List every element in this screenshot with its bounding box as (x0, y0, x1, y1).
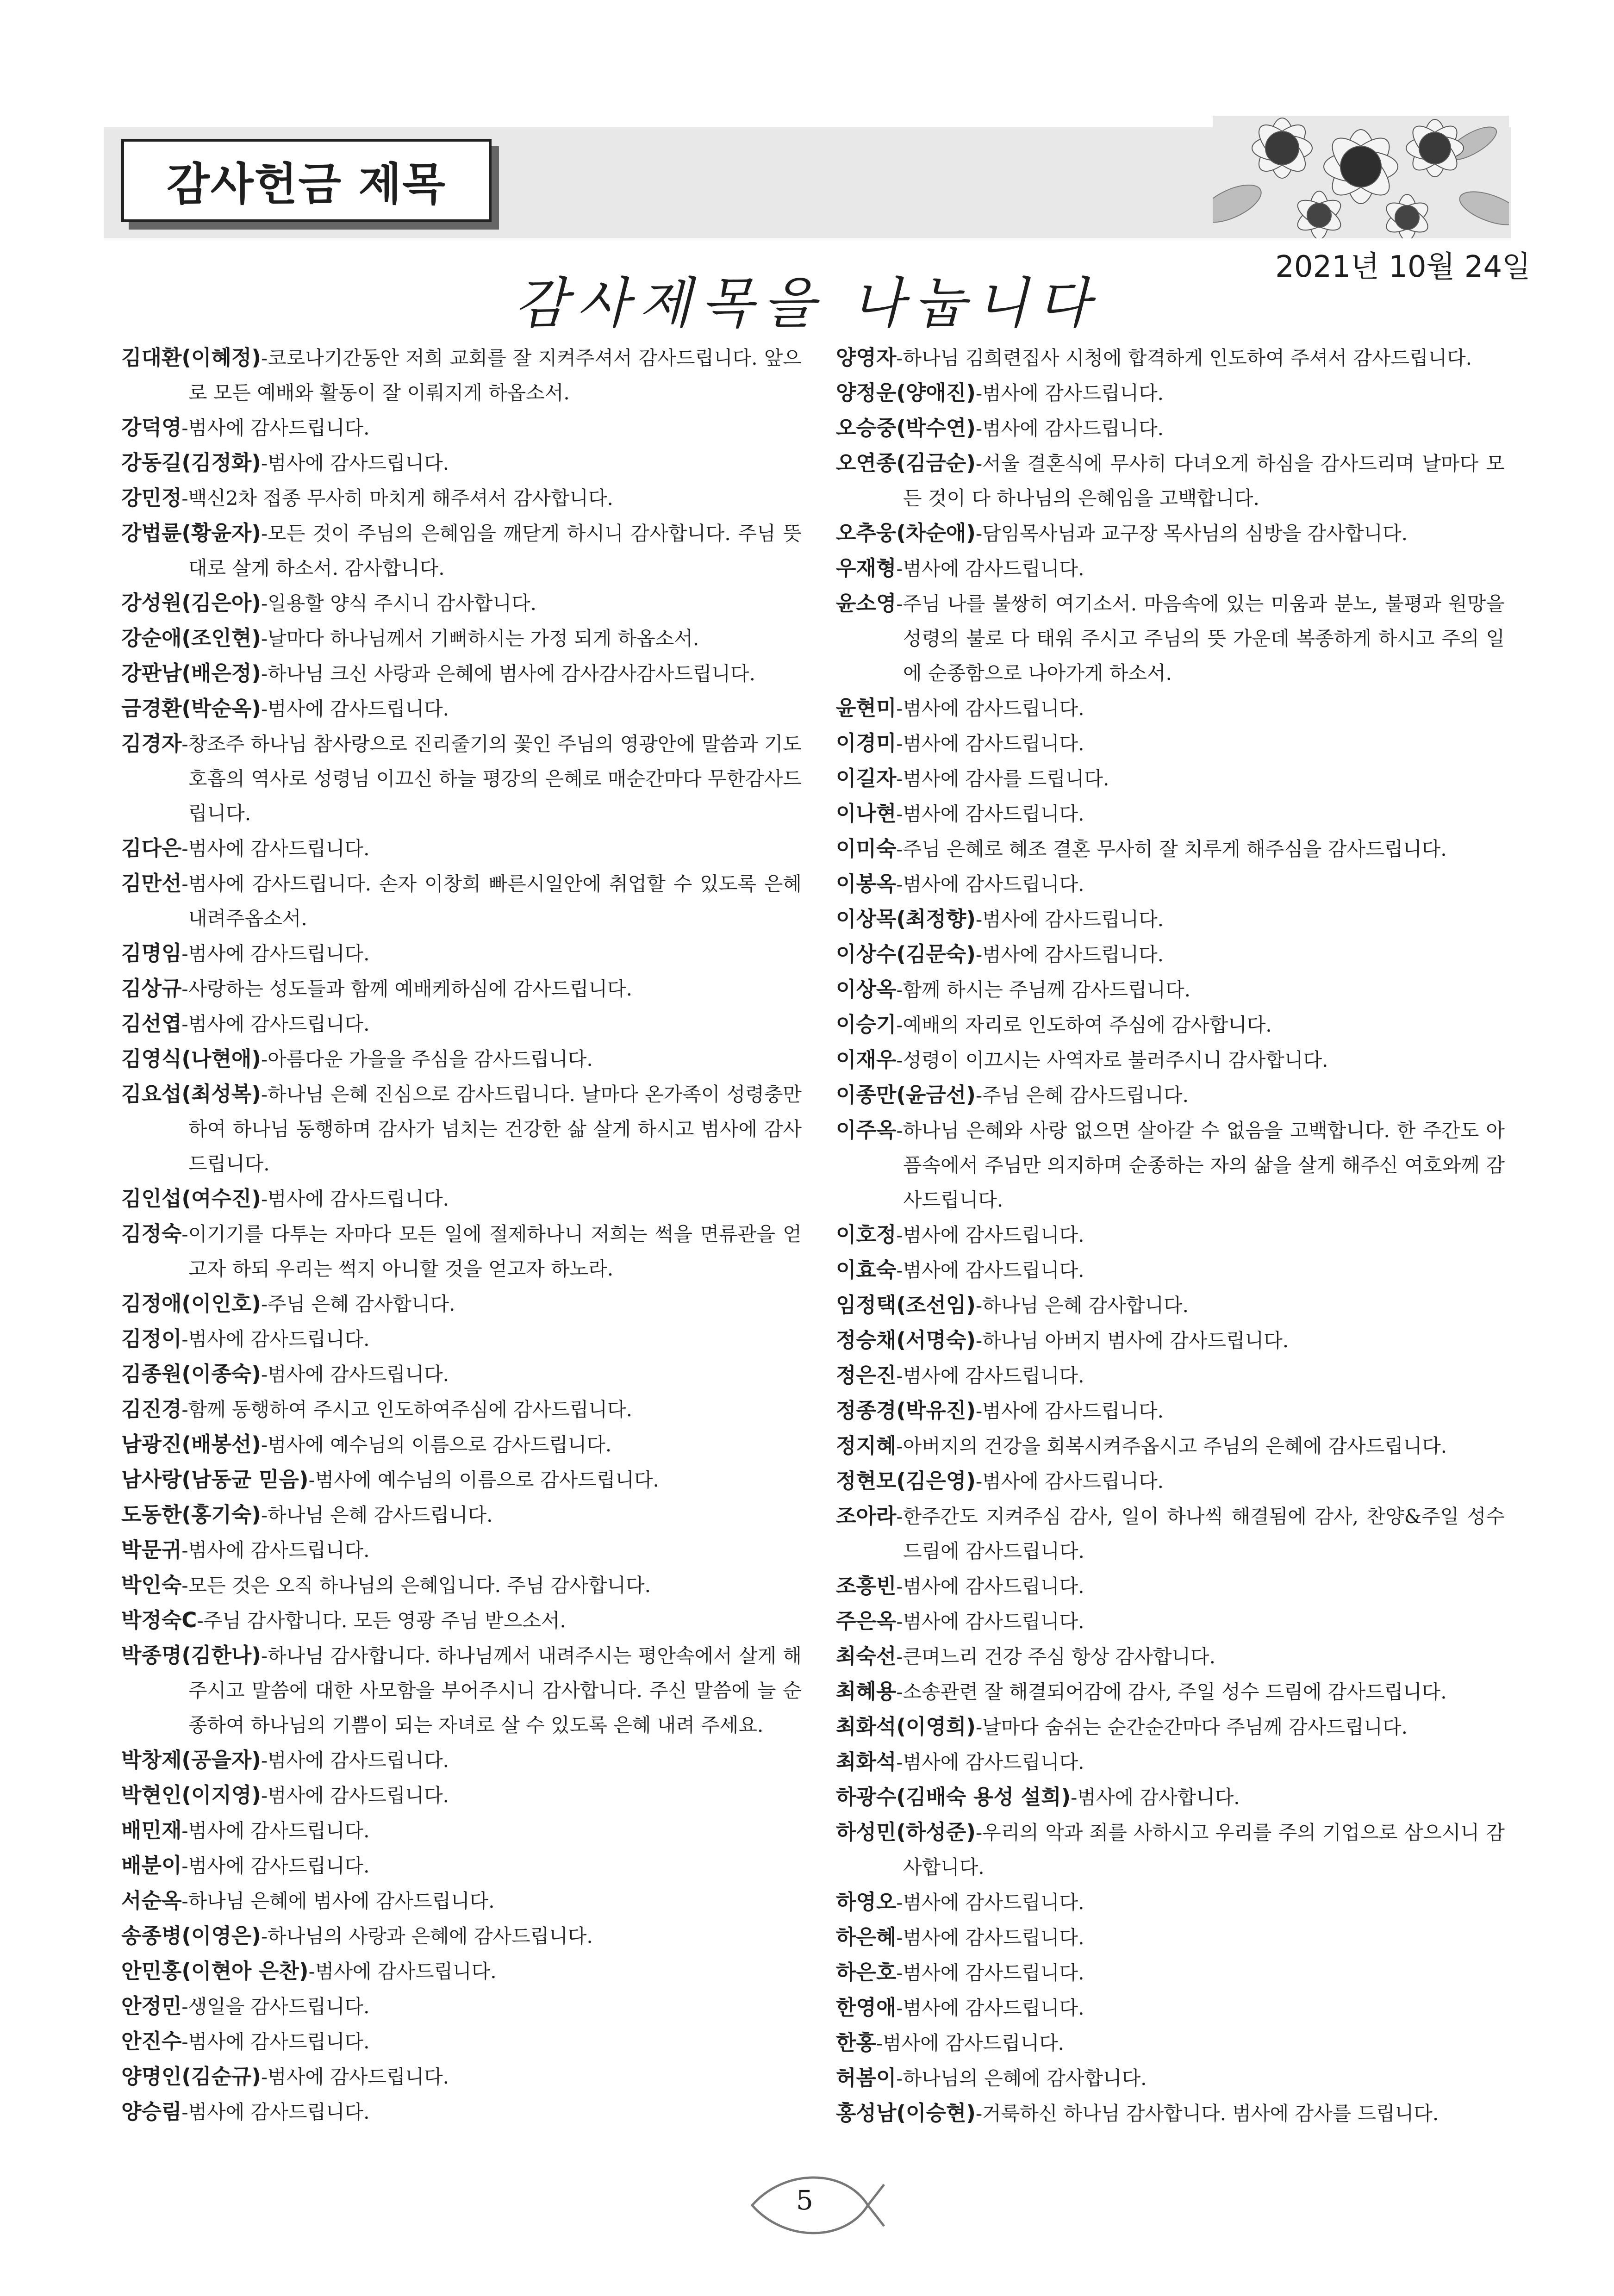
entry-text: -범사에 감사드립니다. (261, 1363, 449, 1386)
entry-text: -범사에 감사드립니다. (896, 1891, 1084, 1914)
thanks-entry (836, 1288, 1505, 1323)
entry-name: 강판남(배은정) (121, 661, 261, 685)
entry-text: -생일을 감사드립니다. (181, 1995, 370, 2018)
thanks-entry (836, 2025, 1505, 2060)
thanks-entry (121, 726, 802, 831)
entry-text: -주님 감사합니다. 모든 영광 주님 받으소서. (197, 1609, 566, 1632)
entry-name: 김인섭(여수진) (121, 1186, 261, 1211)
entry-name: 김경자 (121, 731, 182, 756)
entry-name: 정현모(김은영) (836, 1468, 976, 1493)
thanks-entry (836, 1920, 1505, 1955)
thanks-entry (121, 1181, 802, 1216)
entry-text: -범사에 감사드립니다. (896, 1961, 1084, 1984)
entry-name: 금경환(박순옥) (121, 696, 261, 721)
thanks-entry (836, 866, 1505, 902)
entry-name: 최숙선 (836, 1644, 897, 1668)
entry-name: 이길자 (836, 766, 897, 790)
entry-text: -한주간도 지켜주심 감사, 일이 하나씩 해결됨에 감사, 찬양&주일 성수 드림에 감사드립니다. (896, 1505, 1505, 1562)
thanks-entry (836, 761, 1505, 796)
entry-text: -주님 은혜 감사드립니다. (975, 1084, 1189, 1107)
entry-name: 배민재 (121, 1818, 182, 1842)
thanks-entry (836, 1113, 1505, 1217)
entry-text: -범사에 감사드립니다. (261, 1749, 449, 1772)
entry-name: 강법륜(황윤자) (121, 521, 261, 545)
thanks-entry (836, 1990, 1505, 2025)
thanks-entry (836, 411, 1505, 446)
thanks-entry (121, 691, 802, 726)
entry-name: 한홍 (836, 2030, 876, 2055)
entry-name: 김명임 (121, 941, 182, 965)
entry-text: -범사에 감사드립니다. (896, 697, 1084, 720)
entry-name: 송종병(이영은) (121, 1923, 261, 1948)
entry-name: 김정숙 (121, 1221, 182, 1246)
entry-name: 박현인(이지영) (121, 1783, 261, 1807)
entry-text: -성령이 이끄시는 사역자로 불러주시니 감사합니다. (896, 1049, 1328, 1071)
entry-text: -날마다 숨쉬는 순간순간마다 주님께 감사드립니다. (975, 1716, 1408, 1738)
entry-name: 양영자 (836, 345, 897, 370)
entry-text: -코로나기간동안 저희 교회를 잘 지켜주셔서 감사드립니다. 앞으로 모든 예배와 활동이 잘 이뤄지게 하옵소서. (188, 347, 802, 404)
thanks-entry (121, 1638, 802, 1742)
thanks-entry (836, 1568, 1505, 1604)
thanks-entry (836, 586, 1505, 691)
entry-text: -범사에 예수님의 이름으로 감사드립니다. (261, 1433, 612, 1456)
thanks-entry (121, 480, 802, 516)
entry-text: -하나님 은혜 진심으로 감사드립니다. 날마다 온가족이 성령충만하여 하나님 동행하며 감사가 넘치는 건강한 삶 살게 하시고 범사에 감사드립니다. (188, 1083, 802, 1175)
left-column (121, 340, 802, 2129)
thanks-entry (836, 340, 1505, 375)
thanks-entry (836, 1955, 1505, 1990)
thanks-entry (121, 1918, 802, 1954)
entry-text: -범사에 감사드립니다. (975, 1400, 1164, 1422)
entry-text: -우리의 악과 죄를 사하시고 우리를 주의 기업으로 삼으시니 감사합니다. (903, 1821, 1505, 1879)
thanks-entry (121, 1462, 802, 1497)
entry-text: -범사에 감사드립니다. (181, 837, 370, 860)
thanks-entry (836, 516, 1505, 551)
entry-text: -주님 나를 불쌍히 여기소서. 마음속에 있는 미움과 분노, 불평과 원망을 성령의 불로 다 태워 주시고 주님의 뜻 가운데 복종하게 하시고 주의 일에 순종함으로 나아가게 하소서. (896, 592, 1505, 684)
thanks-entry (836, 796, 1505, 831)
entry-name: 도동한(홍기숙) (121, 1502, 261, 1527)
thanks-entry (121, 1954, 802, 1989)
thanks-entry (121, 1427, 802, 1462)
thanks-entry (836, 375, 1505, 411)
entry-name: 김상규 (121, 976, 182, 1001)
thanks-entry (121, 1321, 802, 1356)
entry-name: 강순애(조인현) (121, 626, 261, 650)
thanks-entry (121, 2094, 802, 2129)
thanks-entry (121, 1392, 802, 1427)
entry-text: -큰며느리 건강 주심 항상 감사합니다. (896, 1645, 1215, 1668)
thanks-entry (121, 1742, 802, 1778)
entry-text: -일용할 양식 주시니 감사합니다. (261, 592, 536, 615)
entry-name: 홍성남(이승현) (836, 2101, 976, 2125)
entry-text: -범사에 감사드립니다. (896, 1610, 1084, 1633)
entry-name: 이재우 (836, 1047, 897, 1072)
entry-text: -범사에 감사드립니다. (975, 382, 1164, 404)
thanks-entry (836, 2096, 1505, 2131)
thanks-entry (121, 340, 802, 410)
entry-text: -범사에 감사드립니다. (181, 942, 370, 965)
entry-name: 최혜용 (836, 1679, 897, 1704)
thanks-entry (121, 445, 802, 480)
entry-text: -범사에 감사드립니다. (261, 452, 449, 474)
right-column (836, 340, 1505, 2131)
entry-name: 이주옥 (836, 1118, 897, 1142)
thanks-entry (121, 621, 802, 656)
entry-name: 이호정 (836, 1222, 897, 1247)
thanks-entry (836, 1217, 1505, 1252)
entry-text: -범사에 감사드립니다. (896, 557, 1084, 580)
thanks-entry (121, 656, 802, 691)
entry-text: -하나님 크신 사랑과 은혜에 범사에 감사감사감사드립니다. (261, 662, 755, 685)
thanks-entry (121, 2059, 802, 2094)
entry-text: -범사에 감사드립니다. (896, 1575, 1084, 1598)
thanks-entry (121, 1286, 802, 1321)
entry-text: -하나님 은혜에 범사에 감사드립니다. (181, 1890, 495, 1912)
entry-name: 오승중(박수연) (836, 416, 976, 440)
entry-name: 이상옥 (836, 977, 897, 1002)
bulletin-date: 2021년 10월 24일 (1275, 250, 1531, 284)
entry-text: -범사에 감사드립니다. (975, 1470, 1164, 1493)
entry-name: 조흥빈 (836, 1574, 897, 1598)
entry-name: 박인숙 (121, 1573, 182, 1597)
thanks-entry (836, 1709, 1505, 1744)
thanks-entry (836, 691, 1505, 726)
entry-name: 허봄이 (836, 2066, 897, 2090)
thanks-entry (121, 1041, 802, 1076)
entry-text: -하나님 은혜 감사합니다. (975, 1294, 1189, 1317)
entry-name: 김정애(이인호) (121, 1291, 261, 1316)
entry-name: 이종만(윤금선) (836, 1083, 976, 1107)
thanks-entry (121, 585, 802, 621)
entry-text: -범사에 감사드립니다. (308, 1960, 497, 1983)
entry-text: -창조주 하나님 참사랑으로 진리줄기의 꽃인 주님의 영광안에 말씀과 기도호흡의 역사로 성령님 이끄신 하늘 평강의 은혜로 매순간마다 무한감사드립니다. (181, 733, 802, 825)
entry-name: 김정이 (121, 1326, 182, 1351)
entry-name: 이상목(최정향) (836, 907, 976, 931)
entry-text: -주님 은혜 감사합니다. (261, 1293, 455, 1315)
entry-text: -범사에 감사드립니다. (896, 1926, 1084, 1949)
thanks-entry (836, 1042, 1505, 1077)
entry-name: 강덕영 (121, 415, 182, 440)
thanks-entry (836, 1604, 1505, 1639)
entry-text: -범사에 감사드립니다. (896, 1259, 1084, 1282)
thanks-entry (121, 1497, 802, 1532)
entry-text: -범사에 감사드립니다. (261, 1188, 449, 1210)
entry-name: 하은혜 (836, 1925, 897, 1949)
entry-text: -범사에 감사드립니다. (181, 417, 370, 439)
entry-text: -범사에 감사드립니다. (896, 1997, 1084, 2019)
thanks-entry (121, 1848, 802, 1883)
thanks-entry (121, 1989, 802, 2024)
entry-text: -범사에 감사드립니다. (181, 1328, 370, 1350)
entry-text: -하나님 감사합니다. 하나님께서 내려주시는 평안속에서 살게 해주시고 말씀에 대한 사모함을 부어주시니 감사합니다. 주신 말씀에 늘 순종하여 하나님의 기쁨이 되는 자녀로 살 수 있도록 은혜 내려 주세요. (188, 1644, 802, 1736)
section-title: 감사헌금 제목 (121, 139, 492, 222)
thanks-entry (836, 1463, 1505, 1499)
entry-name: 서순옥 (121, 1888, 182, 1913)
thanks-entry (836, 972, 1505, 1007)
entry-text: -백신2차 접종 무사히 마치게 해주셔서 감사합니다. (181, 487, 613, 510)
entry-name: 정은진 (836, 1363, 897, 1388)
entry-name: 김다은 (121, 836, 182, 860)
entry-text: -날마다 하나님께서 기뻐하시는 가정 되게 하옵소서. (261, 627, 699, 650)
headline: 감사제목을 나눕니다 (514, 271, 1100, 335)
entry-name: 김영식(나현애) (121, 1046, 261, 1071)
entry-name: 안민홍(이현아 은찬) (121, 1959, 309, 1983)
entry-text: -범사에 감사드립니다. (975, 417, 1164, 440)
entry-name: 조아라 (836, 1504, 897, 1528)
page-number: 5 (796, 2184, 813, 2216)
thanks-entry (836, 1077, 1505, 1113)
entry-text: -범사에 감사드립니다. (181, 1819, 370, 1842)
entry-name: 안진수 (121, 2029, 182, 2053)
entry-name: 이효숙 (836, 1257, 897, 1282)
entry-name: 이승기 (836, 1012, 897, 1037)
entry-text: -범사에 감사드립니다. (876, 2032, 1064, 2054)
entry-name: 김종원(이종숙) (121, 1362, 261, 1386)
thanks-entry (121, 1216, 802, 1286)
thanks-entry (836, 551, 1505, 586)
thanks-entry (836, 1007, 1505, 1042)
entry-name: 윤소영 (836, 591, 897, 616)
thanks-entry (121, 866, 802, 936)
entry-name: 강동길(김정화) (121, 450, 261, 475)
entry-name: 하은호 (836, 1960, 897, 1985)
entry-text: -범사에 감사드립니다. (261, 1784, 449, 1807)
entry-name: 남광진(배봉선) (121, 1432, 261, 1456)
entry-name: 배분이 (121, 1853, 182, 1878)
entry-text: -범사에 감사드립니다. (181, 2101, 370, 2123)
thanks-entry (121, 516, 802, 585)
entry-name: 최화석 (836, 1749, 897, 1774)
entry-text: -서울 결혼식에 무사히 다녀오게 하심을 감사드리며 날마다 모든 것이 다 하나님의 은혜임을 고백합니다. (903, 452, 1505, 510)
thanks-entry (121, 1813, 802, 1848)
entry-name: 주은옥 (836, 1609, 897, 1633)
entry-name: 하광수(김배숙 용성 설희) (836, 1785, 1071, 1809)
entry-name: 이봉옥 (836, 871, 897, 896)
entry-name: 이미숙 (836, 836, 897, 861)
entry-text: -범사에 감사드립니다. (181, 2030, 370, 2053)
thanks-entry (121, 936, 802, 971)
thanks-entry (836, 1499, 1505, 1568)
entry-text: -이기기를 다투는 자마다 모든 일에 절제하나니 저희는 썩을 면류관을 얻고자 하되 우리는 썩지 아니할 것을 얻고자 하노라. (181, 1223, 802, 1280)
thanks-entry (121, 2024, 802, 2059)
entry-text: -하나님의 은혜에 감사합니다. (896, 2067, 1147, 2090)
entry-text: -함께 하시는 주님께 감사드립니다. (896, 978, 1191, 1001)
entry-text: -하나님 김희련집사 시청에 합격하게 인도하여 주셔서 감사드립니다. (896, 347, 1472, 369)
entry-text: -범사에 감사를 드립니다. (896, 767, 1109, 790)
thanks-entry (121, 1778, 802, 1813)
entry-text: -범사에 감사드립니다. (261, 2066, 449, 2088)
entry-text: -거룩하신 하나님 감사합니다. 범사에 감사를 드립니다. (975, 2102, 1439, 2125)
thanks-entry (121, 1356, 802, 1392)
entry-name: 박정숙C (121, 1608, 197, 1632)
thanks-entry (836, 1815, 1505, 1885)
entry-name: 김선엽 (121, 1011, 182, 1036)
thanks-entry (121, 1883, 802, 1918)
entry-name: 김만선 (121, 871, 182, 896)
entry-text: -범사에 감사드립니다. (896, 873, 1084, 896)
thanks-entry (836, 1744, 1505, 1780)
entry-text: -함께 동행하여 주시고 인도하여주심에 감사드립니다. (181, 1398, 632, 1421)
entry-name: 한영애 (836, 1995, 897, 2020)
entry-text: -범사에 감사드립니다. (181, 1854, 370, 1877)
entry-text: -모든 것은 오직 하나님의 은혜입니다. 주님 감사합니다. (181, 1574, 651, 1597)
thanks-entry (121, 410, 802, 445)
entry-name: 윤현미 (836, 696, 897, 720)
entry-name: 박문귀 (121, 1537, 182, 1562)
entry-name: 양명인(김순규) (121, 2064, 261, 2089)
entry-name: 안정민 (121, 1994, 182, 2018)
entry-name: 정승채(서명숙) (836, 1328, 976, 1352)
entry-name: 최화석(이영희) (836, 1714, 976, 1739)
entry-text: -하나님 은혜와 사랑 없으면 살아갈 수 없음을 고백합니다. 한 주간도 아픔속에서 주님만 의지하며 순종하는 자의 삶을 살게 해주신 여호와께 감사드립니다. (896, 1119, 1505, 1211)
entry-text: -범사에 감사드립니다. (975, 908, 1164, 931)
entry-name: 김진경 (121, 1397, 182, 1421)
entry-name: 이경미 (836, 731, 897, 755)
entry-name: 오추웅(차순애) (836, 521, 976, 545)
thanks-entry (836, 1780, 1505, 1815)
entry-name: 정종경(박유진) (836, 1398, 976, 1423)
thanks-entry (836, 1885, 1505, 1920)
thanks-entry (836, 2060, 1505, 2096)
thanks-entry (121, 831, 802, 866)
entry-text: -하나님의 사랑과 은혜에 감사드립니다. (261, 1925, 593, 1948)
entry-text: -범사에 감사드립니다. (896, 1751, 1084, 1773)
entry-name: 임정택(조선임) (836, 1293, 976, 1317)
entry-text: -범사에 감사합니다. (1071, 1786, 1240, 1809)
entry-name: 박창제(공을자) (121, 1748, 261, 1772)
entry-text: -사랑하는 성도들과 함께 예배케하심에 감사드립니다. (181, 977, 632, 1000)
thanks-entry (836, 1639, 1505, 1674)
entry-text: -범사에 감사드립니다. (261, 697, 449, 720)
thanks-entry (836, 1674, 1505, 1709)
thanks-entry (121, 1603, 802, 1638)
thanks-entry (121, 971, 802, 1006)
thanks-entry (836, 937, 1505, 972)
entry-text: -범사에 감사드립니다. 손자 이창희 빠른시일안에 취업할 수 있도록 은혜내려주옵소서. (181, 872, 802, 930)
entry-text: -담임목사님과 교구장 목사님의 심방을 감사합니다. (975, 522, 1408, 545)
entry-name: 김대환(이혜정) (121, 345, 261, 370)
entry-text: -범사에 감사드립니다. (181, 1013, 370, 1035)
thanks-entry (836, 1428, 1505, 1463)
entry-text: -하나님 아버지 범사에 감사드립니다. (975, 1329, 1289, 1352)
entry-text: -예배의 자리로 인도하여 주심에 감사합니다. (896, 1014, 1272, 1036)
entry-name: 양정운(양애진) (836, 380, 976, 405)
entry-name: 박종명(김한나) (121, 1643, 261, 1668)
thanks-entry (836, 831, 1505, 866)
entry-text: -아름다운 가을을 주심을 감사드립니다. (261, 1048, 593, 1070)
entry-text: -범사에 감사드립니다. (975, 943, 1164, 966)
entry-text: -아버지의 건강을 회복시켜주옵시고 주님의 은혜에 감사드립니다. (896, 1435, 1447, 1457)
thanks-entry (121, 1076, 802, 1181)
entry-text: -주님 은혜로 혜조 결혼 무사히 잘 치루게 해주심을 감사드립니다. (896, 838, 1447, 860)
thanks-entry (836, 902, 1505, 937)
entry-name: 남사랑(남동균 믿음) (121, 1467, 309, 1492)
entry-text: -범사에 감사드립니다. (896, 1224, 1084, 1246)
entry-name: 김요섭(최성복) (121, 1082, 261, 1106)
entry-name: 이상수(김문숙) (836, 942, 976, 966)
entry-text: -범사에 감사드립니다. (181, 1539, 370, 1562)
thanks-entry (121, 1568, 802, 1603)
sunflower-bouquet-image (1213, 116, 1509, 238)
thanks-entry (836, 726, 1505, 761)
thanks-entry (121, 1532, 802, 1568)
entry-name: 정지혜 (836, 1433, 897, 1458)
entry-text: -소송관련 잘 해결되어감에 감사, 주일 성수 드림에 감사드립니다. (896, 1680, 1447, 1703)
entry-text: -범사에 감사드립니다. (896, 803, 1084, 825)
entry-name: 강민정 (121, 485, 182, 510)
entry-text: -모든 것이 주님의 은혜임을 깨닫게 하시니 감사합니다. 주님 뜻대로 살게 하소서. 감사합니다. (188, 522, 802, 579)
entry-name: 이나현 (836, 801, 897, 826)
entry-name: 우재형 (836, 556, 897, 580)
entry-name: 양승림 (121, 2099, 182, 2124)
fish-icon (743, 2171, 886, 2240)
thanks-entry (836, 1393, 1505, 1428)
entry-text: -범사에 감사드립니다. (896, 732, 1084, 755)
entry-text: -하나님 은혜 감사드립니다. (261, 1504, 493, 1526)
thanks-entry (836, 1323, 1505, 1358)
entry-name: 강성원(김은아) (121, 591, 261, 615)
entry-name: 하영오 (836, 1890, 897, 1914)
thanks-entry (836, 1252, 1505, 1288)
entry-name: 오연종(김금순) (836, 451, 976, 475)
entry-text: -범사에 예수님의 이름으로 감사드립니다. (308, 1468, 659, 1491)
thanks-entry (121, 1006, 802, 1041)
thanks-entry (836, 1358, 1505, 1393)
entry-text: -범사에 감사드립니다. (896, 1364, 1084, 1387)
entry-name: 하성민(하성준) (836, 1820, 976, 1844)
thanks-entry (836, 446, 1505, 516)
